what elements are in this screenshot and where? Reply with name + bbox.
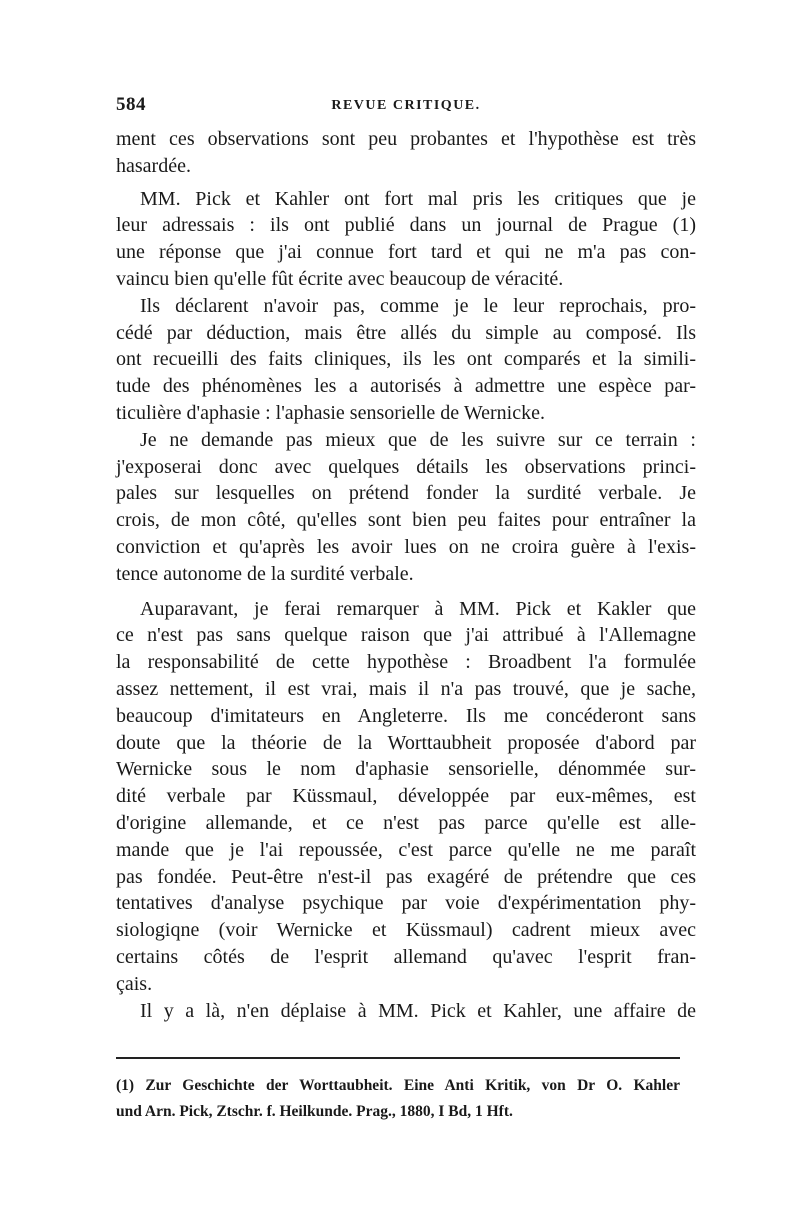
text-line: ce n'est pas sans quelque raison que j'ai attribué à l'Allemagne	[116, 624, 696, 647]
text-line: conviction et qu'après les avoir lues on ne croira guère à l'exis-	[116, 535, 696, 558]
footnote-line: und Arn. Pick, Ztschr. f. Heilkunde. Prag., 1880, I Bd, 1 Hft.	[116, 1103, 513, 1120]
paragraph	[116, 186, 696, 293]
text-line: assez nettement, il est vrai, mais il n'a pas trouvé, que je sache,	[116, 677, 696, 700]
footnotes	[116, 1073, 680, 1125]
text-line: tence autonome de la surdité verbale.	[116, 562, 414, 585]
paragraph	[116, 596, 696, 998]
text-line: la responsabilité de cette hypothèse : Broadbent l'a formulée	[116, 651, 696, 674]
text-line: Ils déclarent n'avoir pas, comme je le leur reprochais, pro-	[140, 294, 696, 317]
text-line: Il y a là, n'en déplaise à MM. Pick et Kahler, une affaire de	[140, 999, 696, 1022]
text-line: siologiqne (voir Wernicke et Küssmaul) cadrent mieux avec	[116, 919, 696, 942]
text-line: Je ne demande pas mieux que de les suivre sur ce terrain :	[140, 428, 696, 451]
running-title: REVUE CRITIQUE.	[331, 98, 481, 113]
body-text	[116, 126, 696, 1024]
paragraph	[116, 126, 696, 180]
footnote-divider	[116, 1057, 680, 1059]
text-line: ticulière d'aphasie : l'aphasie sensorielle de Wernicke.	[116, 401, 545, 424]
text-line: crois, de mon côté, qu'elles sont bien peu faites pour entraîner la	[116, 509, 696, 532]
text-line: MM. Pick et Kahler ont fort mal pris les critiques que je	[140, 187, 696, 210]
page-header	[116, 94, 696, 124]
paragraph	[116, 427, 696, 588]
text-line: certains côtés de l'esprit allemand qu'avec l'esprit fran-	[116, 945, 696, 968]
text-line: beaucoup d'imitateurs en Angleterre. Ils me concéderont sans	[116, 704, 696, 727]
text-line: d'origine allemande, et ce n'est pas parce qu'elle est alle-	[116, 811, 696, 834]
text-line: ont recueilli des faits cliniques, ils les ont comparés et la simili-	[116, 348, 696, 371]
text-line: dité verbale par Küssmaul, développée par eux-mêmes, est	[116, 785, 696, 808]
text-line: une réponse que j'ai connue fort tard et qui ne m'a pas con-	[116, 241, 696, 264]
paragraph	[116, 998, 696, 1025]
text-line: leur adressais : ils ont publié dans un journal de Prague (1)	[116, 214, 696, 237]
text-line: çais.	[116, 972, 153, 995]
text-line: pas fondée. Peut-être n'est-il pas exagéré de prétendre que ces	[116, 865, 696, 888]
text-line: Wernicke sous le nom d'aphasie sensorielle, dénommée sur-	[116, 758, 696, 781]
text-line: cédé par déduction, mais être allés du simple au composé. Ils	[116, 321, 696, 344]
text-line: tentatives d'analyse psychique par voie d'expérimentation phy-	[116, 892, 696, 915]
text-line: vaincu bien qu'elle fût écrite avec beaucoup de véracité.	[116, 267, 564, 290]
paragraph	[116, 293, 696, 427]
text-line: mande que je l'ai repoussée, c'est parce qu'elle ne me paraît	[116, 838, 696, 861]
footnote	[116, 1073, 680, 1125]
text-line: hasardée.	[116, 154, 191, 177]
text-line: pales sur lesquelles on prétend fonder la surdité verbale. Je	[116, 482, 696, 505]
text-line: doute que la théorie de la Worttaubheit proposée d'abord par	[116, 731, 696, 754]
text-line: j'exposerai donc avec quelques détails les observations princi-	[116, 455, 696, 478]
text-line: tude des phénomènes les a autorisés à admettre une espèce par-	[116, 375, 696, 398]
text-line: ment ces observations sont peu probantes et l'hypothèse est très	[116, 128, 696, 150]
text-line: Auparavant, je ferai remarquer à MM. Pick et Kakler que	[140, 597, 696, 620]
page-number: 584	[116, 94, 146, 115]
footnote-line: (1) Zur Geschichte der Worttaubheit. Eine Anti Kritik, von Dr O. Kahler	[116, 1077, 680, 1094]
